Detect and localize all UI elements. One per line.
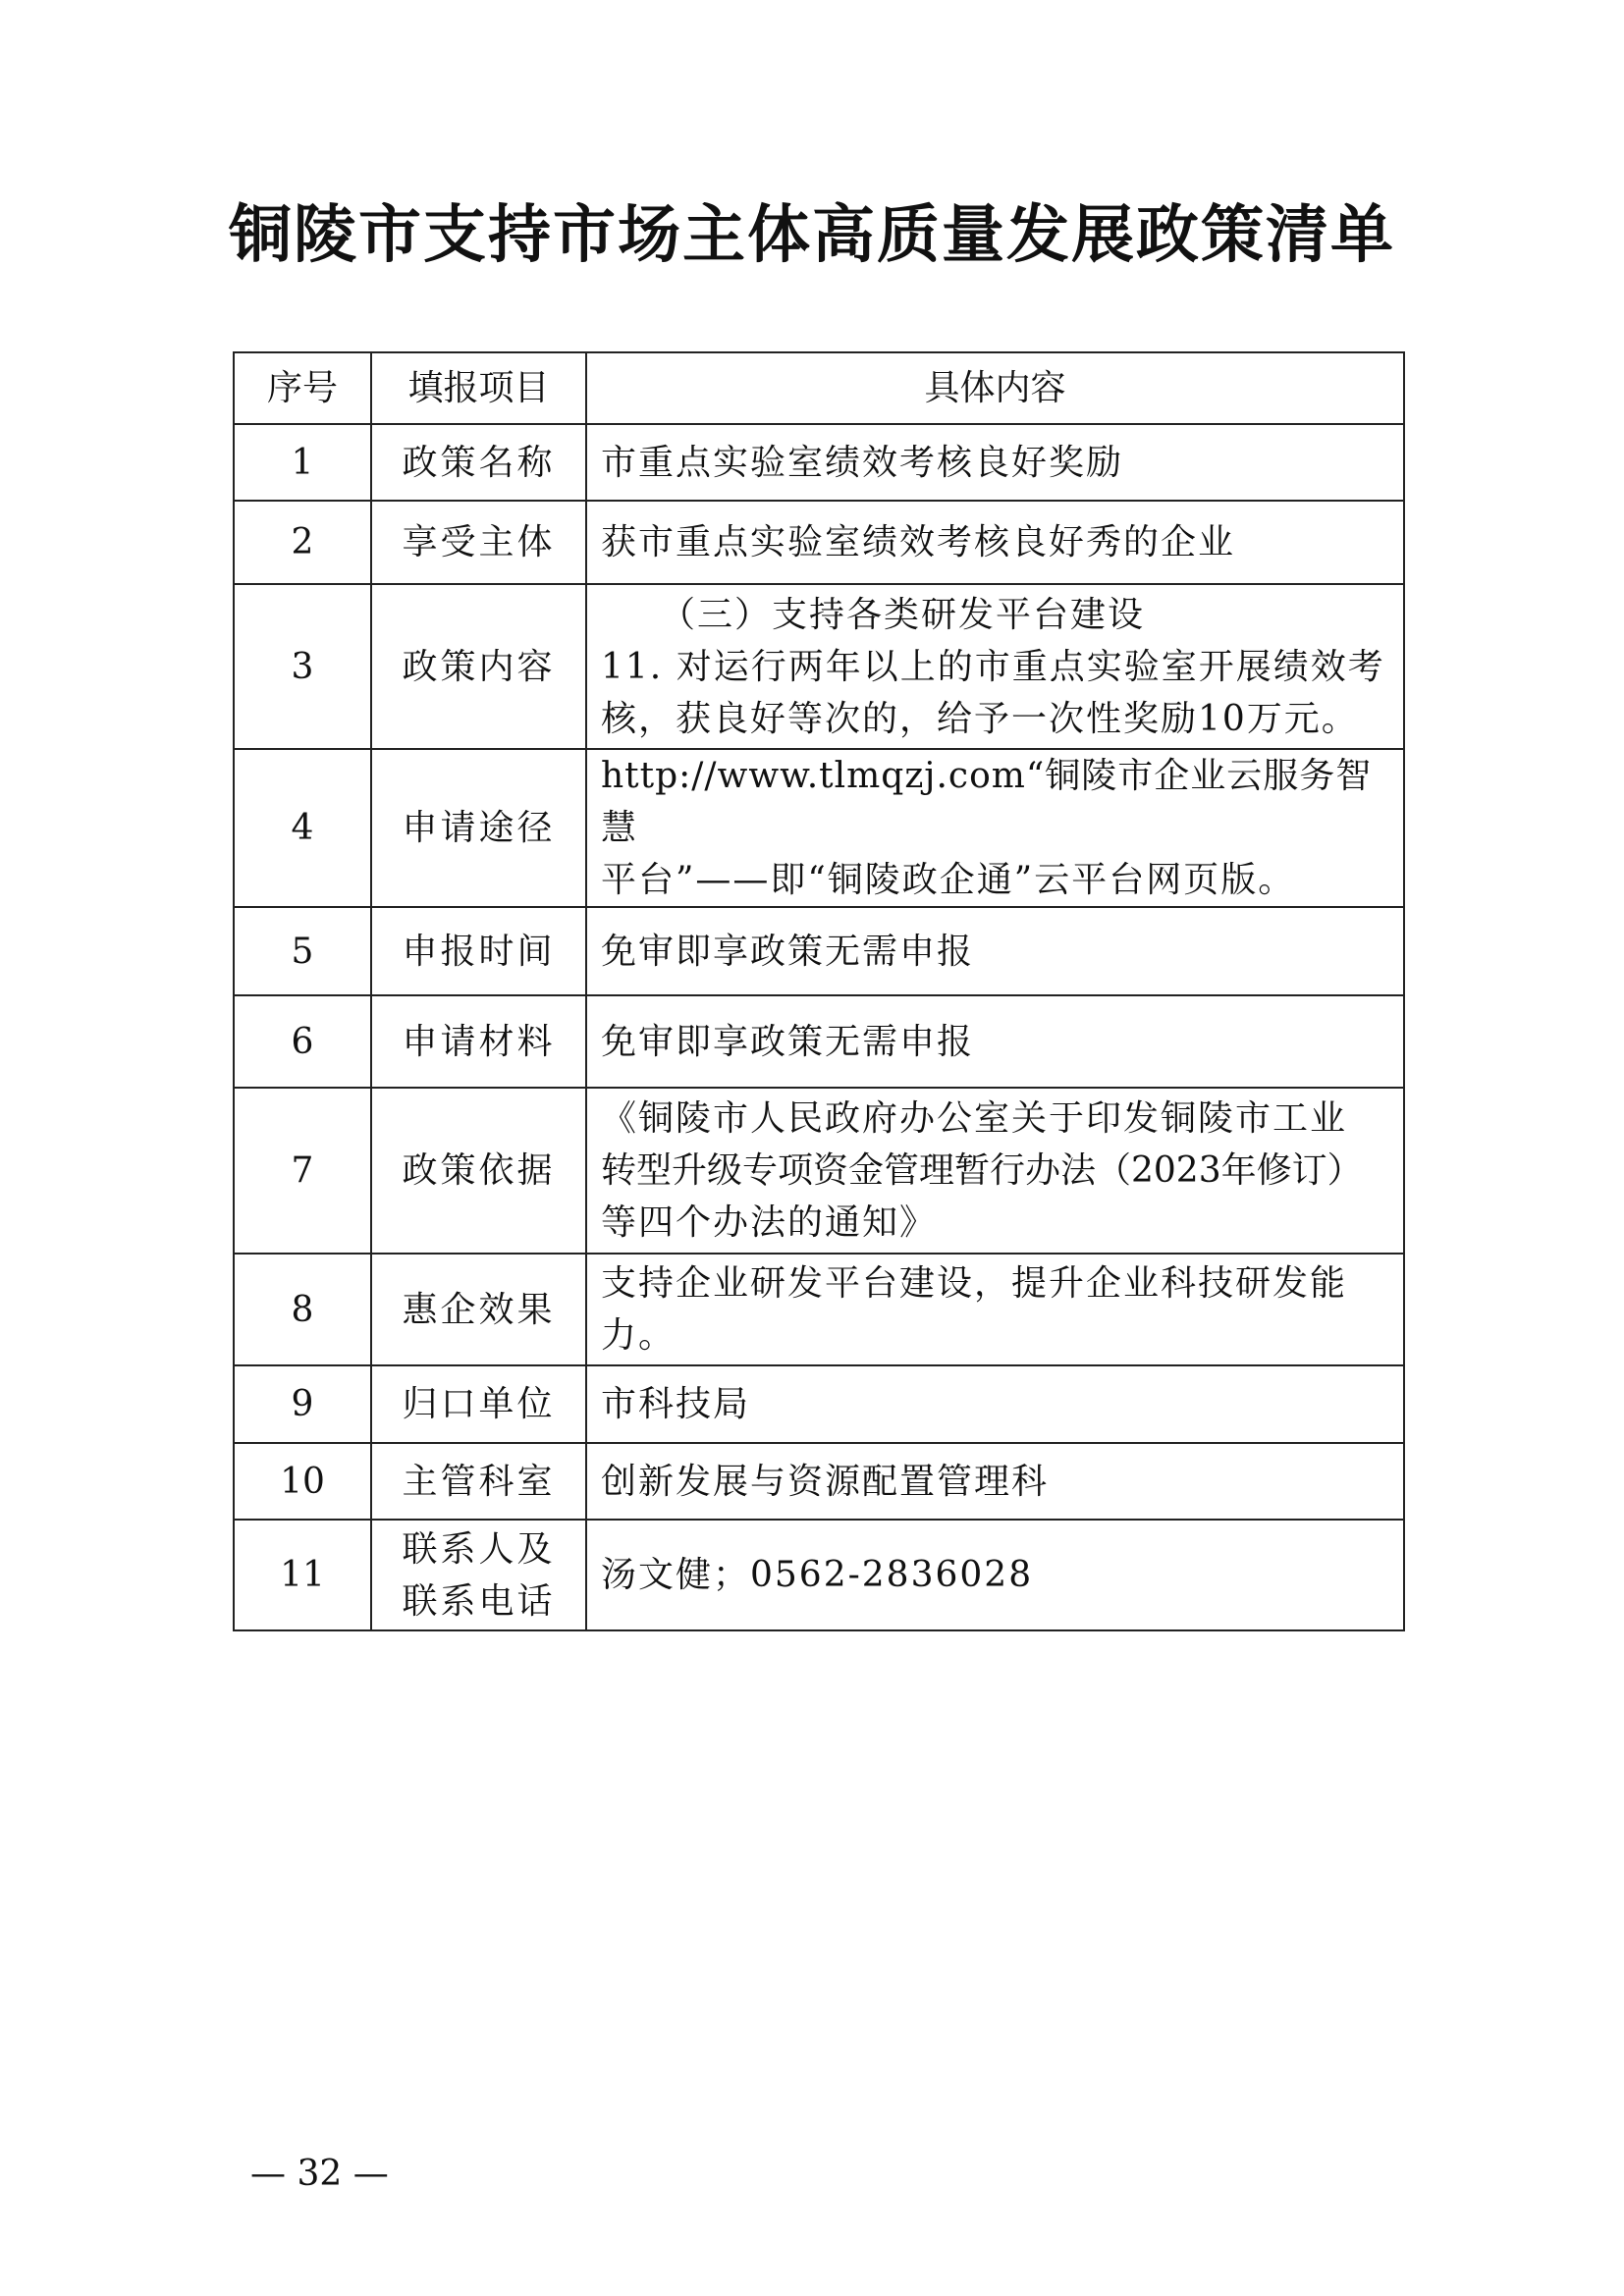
table-row [234, 1254, 1404, 1365]
row-content [586, 584, 1404, 749]
row-no: 7 [234, 1088, 371, 1254]
table-row [234, 584, 1404, 749]
row-no: 4 [234, 749, 371, 907]
content-line: http://www.tlmqzj.com“铜陵市企业云服务智慧 [601, 756, 1373, 848]
row-content [586, 995, 1404, 1088]
row-item: 政策名称 [371, 424, 586, 501]
row-content [586, 1088, 1404, 1254]
content-line: 支持企业研发平台建设，提升企业科技研发能 [601, 1263, 1348, 1304]
table-row [234, 501, 1404, 584]
content-line: 汤文健；0562-2836028 [601, 1555, 1034, 1595]
table-row [234, 749, 1404, 907]
content-line: 获市重点实验室绩效考核良好秀的企业 [601, 522, 1236, 562]
table-header-row [234, 352, 1404, 424]
table-row [234, 1443, 1404, 1520]
row-no: 9 [234, 1365, 371, 1443]
row-item: 归口单位 [371, 1365, 586, 1443]
row-no: 3 [234, 584, 371, 749]
row-content [586, 1365, 1404, 1443]
content-line: 免审即享政策无需申报 [601, 1021, 975, 1062]
row-item: 申报时间 [371, 907, 586, 995]
content-line: 市重点实验室绩效考核良好奖励 [601, 442, 1124, 483]
row-content [586, 749, 1404, 907]
table-row [234, 1365, 1404, 1443]
header-content: 具体内容 [586, 352, 1404, 424]
row-item-line: 联系电话 [402, 1580, 556, 1622]
row-item: 申请材料 [371, 995, 586, 1088]
row-item-line: 联系人及 [402, 1528, 556, 1570]
row-no: 6 [234, 995, 371, 1088]
content-line: 《铜陵市人民政府办公室关于印发铜陵市工业 [601, 1098, 1348, 1139]
row-content [586, 424, 1404, 501]
row-item: 申请途径 [371, 749, 586, 907]
policy-table [233, 351, 1405, 1631]
content-line: 转型升级专项资金管理暂行办法（2023年修订） [601, 1150, 1363, 1191]
header-item: 填报项目 [371, 352, 586, 424]
content-line: 核，获良好等次的，给予一次性奖励10万元。 [601, 698, 1359, 739]
table-row [234, 1088, 1404, 1254]
row-item: 主管科室 [371, 1443, 586, 1520]
row-no: 10 [234, 1443, 371, 1520]
content-line: （三）支持各类研发平台建设 [660, 594, 1146, 635]
row-content [586, 1443, 1404, 1520]
table-row [234, 995, 1404, 1088]
page-title: 铜陵市支持市场主体高质量发展政策清单 [229, 199, 1395, 272]
content-line: 免审即享政策无需申报 [601, 931, 975, 972]
row-content [586, 1520, 1404, 1630]
row-content [586, 907, 1404, 995]
row-no: 2 [234, 501, 371, 584]
row-content [586, 1254, 1404, 1365]
content-line: 市科技局 [601, 1384, 751, 1424]
row-item: 享受主体 [371, 501, 586, 584]
content-line: 平台”——即“铜陵政企通”云平台网页版。 [601, 860, 1296, 900]
row-content [586, 501, 1404, 584]
row-item: 政策依据 [371, 1088, 586, 1254]
table-row [234, 1520, 1404, 1630]
table-row [234, 907, 1404, 995]
row-no: 11 [234, 1520, 371, 1630]
header-no: 序号 [234, 352, 371, 424]
row-item: 惠企效果 [371, 1254, 586, 1365]
content-line: 11. 对运行两年以上的市重点实验室开展绩效考 [601, 646, 1385, 687]
content-line: 创新发展与资源配置管理科 [601, 1461, 1050, 1502]
content-line: 力。 [601, 1315, 677, 1356]
row-item: 政策内容 [371, 584, 586, 749]
content-line: 等四个办法的通知》 [601, 1202, 938, 1243]
row-no: 8 [234, 1254, 371, 1365]
row-no: 1 [234, 424, 371, 501]
row-item [371, 1520, 586, 1630]
page-number: — 32 — [250, 2154, 389, 2194]
table-row [234, 424, 1404, 501]
row-no: 5 [234, 907, 371, 995]
